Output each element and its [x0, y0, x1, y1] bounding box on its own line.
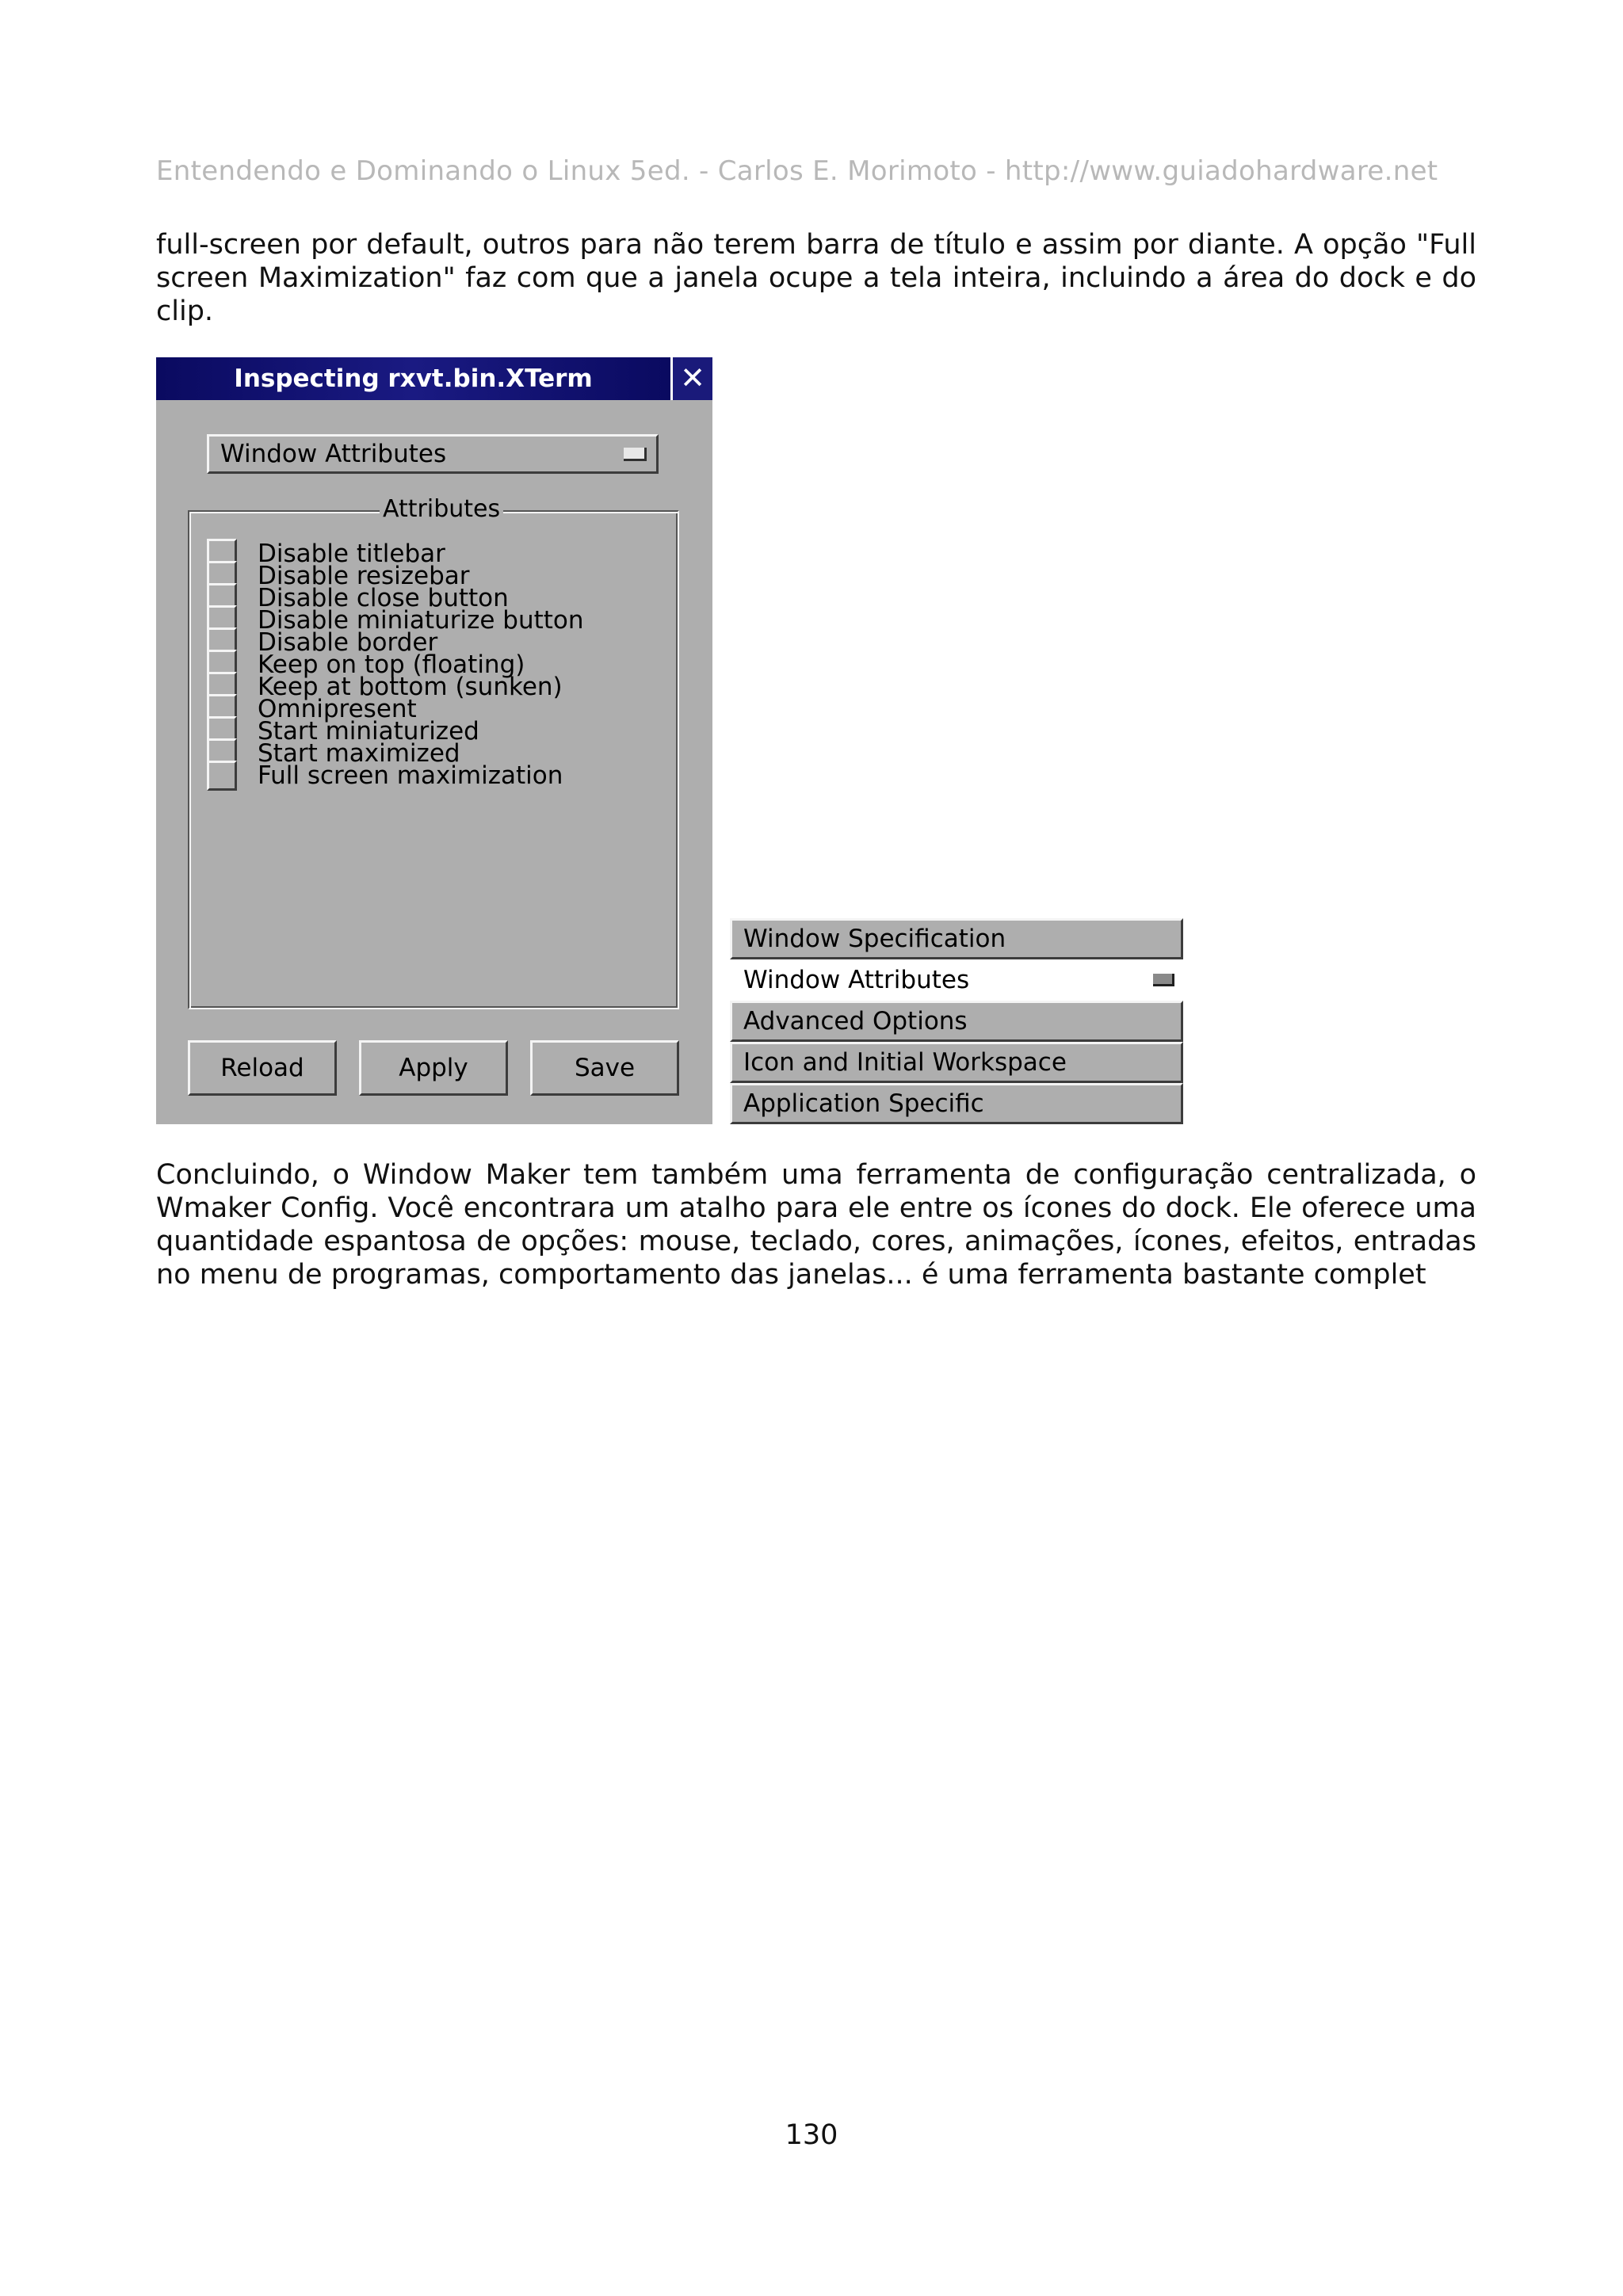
save-button[interactable]: Save	[530, 1040, 679, 1096]
panel-select-dropdown[interactable]	[207, 434, 659, 474]
inspector-window	[156, 357, 712, 1124]
option-label: Disable miniaturize button	[258, 606, 584, 635]
apply-button[interactable]: Apply	[359, 1040, 508, 1096]
option-label: Full screen maximization	[258, 761, 563, 790]
menu-item-icon-workspace[interactable]: Icon and Initial Workspace	[730, 1042, 1183, 1083]
option-label: Omnipresent	[258, 695, 417, 723]
window-title: Inspecting rxvt.bin.XTerm	[156, 357, 673, 400]
menu-item-label: Window Attributes	[743, 966, 970, 994]
dropdown-indicator-icon	[624, 448, 647, 461]
attributes-group-title: Attributes	[380, 494, 503, 524]
reload-button[interactable]: Reload	[188, 1040, 337, 1096]
dropdown-value: Window Attributes	[220, 440, 447, 468]
menu-item-window-specification[interactable]: Window Specification	[730, 918, 1183, 959]
menu-item-advanced-options[interactable]: Advanced Options	[730, 1001, 1183, 1042]
option-label: Disable titlebar	[258, 540, 445, 568]
option-label: Start miniaturized	[258, 717, 479, 746]
paragraph-intro: full-screen por default, outros para não terem barra de título e assim por diante. A opção "Full screen Maximization" faz com que a janela ocupe a tela inteira, incluindo a área do dock e do clip.	[156, 229, 1476, 327]
paragraph-conclusion: Concluindo, o Window Maker tem também uma ferramenta de configuração centralizada, o Wmaker Config. Você encontrara um atalho para ele entre os ícones do dock. Ele oferece uma quantidade espantosa de opções: mouse, teclado, cores, animações, ícones, efeitos, entradas no menu de programas, comportamento das janelas... é uma ferramenta bastante complet	[156, 1159, 1476, 1291]
selected-indicator-icon	[1153, 974, 1174, 986]
option-label: Disable border	[258, 628, 438, 657]
panel-popup-menu	[730, 918, 1183, 1124]
window-titlebar[interactable]	[156, 357, 712, 400]
close-icon[interactable]: ✕	[673, 357, 712, 400]
option-label: Keep on top (floating)	[258, 650, 525, 679]
menu-item-window-attributes[interactable]	[730, 959, 1183, 1001]
option-label: Disable resizebar	[258, 562, 470, 590]
menu-item-application-specific[interactable]: Application Specific	[730, 1083, 1183, 1124]
option-full-screen-maximization[interactable]	[207, 760, 563, 791]
page-header: Entendendo e Dominando o Linux 5ed. - Carlos E. Morimoto - http://www.guiadohardware.net	[156, 155, 1438, 187]
attributes-group	[188, 495, 679, 1009]
option-label: Start maximized	[258, 739, 460, 768]
page-number: 130	[785, 2119, 838, 2151]
option-label: Disable close button	[258, 584, 509, 612]
checkbox[interactable]	[207, 761, 237, 791]
option-label: Keep at bottom (sunken)	[258, 673, 563, 701]
